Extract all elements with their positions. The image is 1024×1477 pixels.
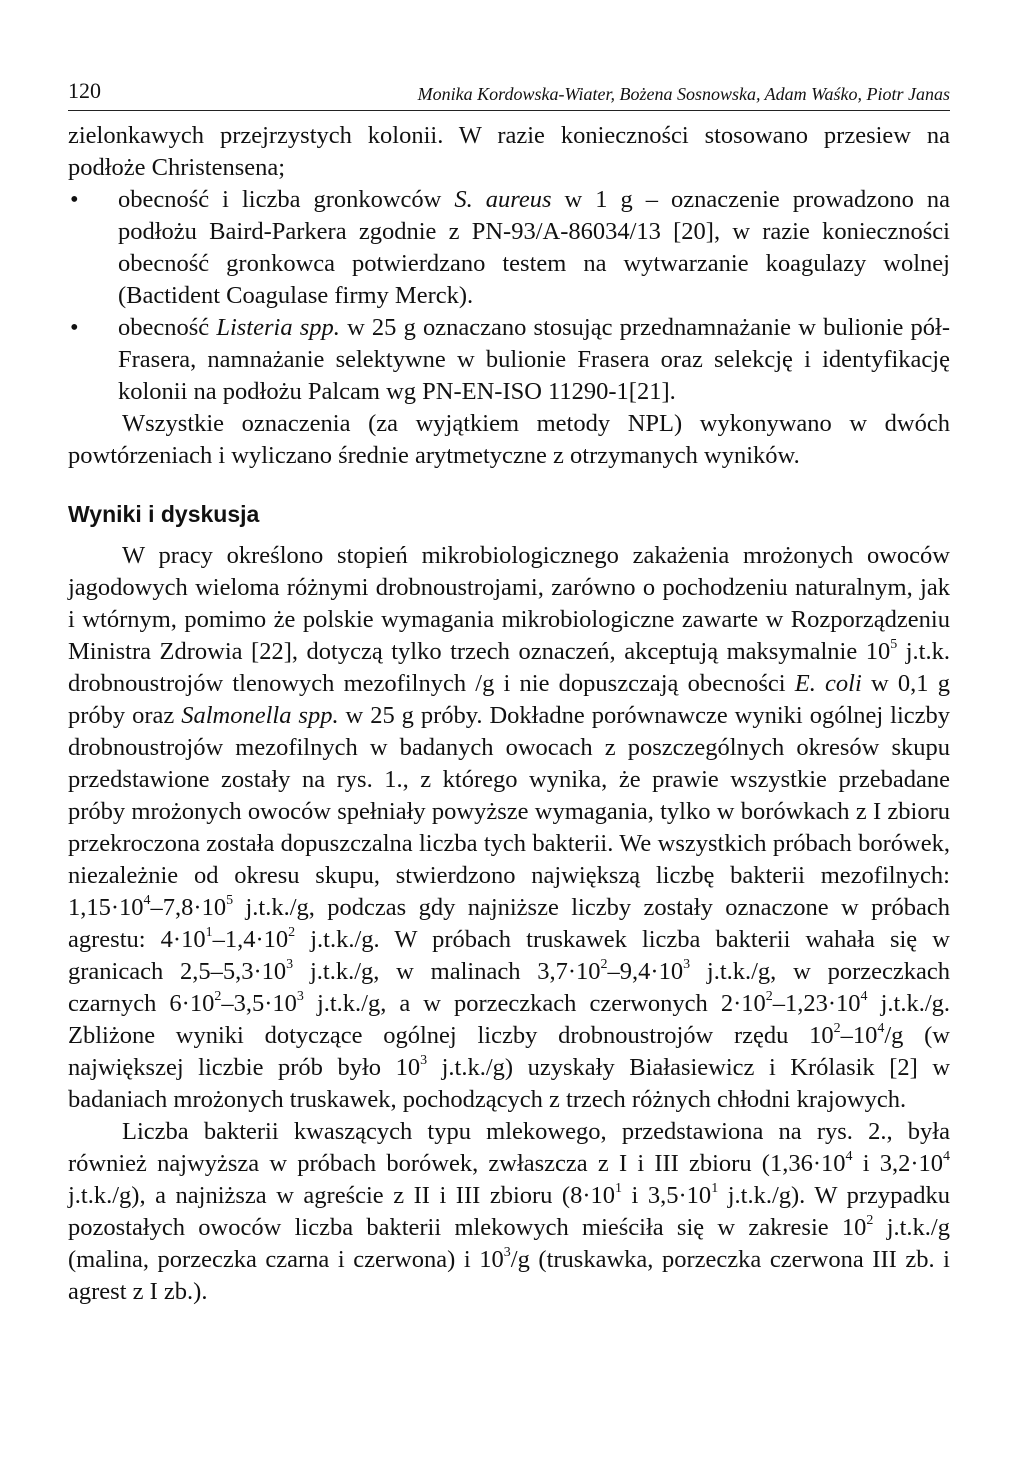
- text-run: i 3,2·10: [852, 1150, 943, 1177]
- superscript: 3: [503, 1244, 511, 1260]
- superscript: 4: [143, 892, 151, 908]
- superscript: 5: [226, 892, 234, 908]
- text-run: j.t.k./g. Zbliżone wyniki dotyczące ogólnej liczby drobnoustrojów rzędu 10: [68, 990, 950, 1049]
- superscript: 2: [833, 1020, 841, 1036]
- superscript: 5: [890, 636, 898, 652]
- bullet-text: w 1 g – oznaczenie prowadzono na podłożu Baird-Parkera zgodnie z PN-93/A-86034/13 [20], w razie konieczności obecność gronkowca potwierdzano testem na wytwarzanie koagulazy wolnej (Bactident Coagulase firmy Merck).: [118, 186, 950, 309]
- species-name: Salmonella spp.: [181, 702, 339, 729]
- superscript: 3: [296, 988, 304, 1004]
- page-number: 120: [68, 78, 101, 103]
- superscript: 4: [845, 1148, 853, 1164]
- superscript: 3: [683, 956, 691, 972]
- text-run: j.t.k./g. W próbach truskawek liczba bakterii wahała się w granicach 2,5–5,3·10: [68, 926, 950, 985]
- text-run: w 25 g próby. Dokładne porównawcze wyniki ogólnej liczby drobnoustrojów mezofilnych w badanych owocach z poszczególnych okresów skupu przedstawione zostały na rys. 1., z którego wynika, że prawie wszystkie przebadane próby mrożonych owoców spełniały powyższe wymagania, tylko w borówkach z I zbioru przekroczona została dopuszczalna liczba tych bakterii. We wszystkich próbach borówek, niezależnie od okresu skupu, stwierdzono największą liczbę bakterii mezofilnych: 1,15·10: [68, 702, 950, 921]
- methods-closing-paragraph: [68, 408, 950, 472]
- superscript: 4: [877, 1020, 885, 1036]
- text-run: –3,5·10: [221, 990, 297, 1017]
- continuation-paragraph: [68, 120, 950, 184]
- text-run: /g (truskawka, porzeczka czerwona III zb. i agrest z I zb.).: [68, 1246, 950, 1305]
- text-run: i 3,5·10: [622, 1182, 712, 1209]
- species-name: S. aureus: [454, 186, 552, 213]
- superscript: 2: [600, 956, 608, 972]
- text-run: j.t.k./g), a najniższa w agreście z II i III zbioru (8·10: [68, 1182, 616, 1209]
- text-run: j.t.k./g, podczas gdy najniższe liczby zostały oznaczone w próbach agrestu: 4·10: [68, 894, 950, 953]
- paragraph-text: Wszystkie oznaczenia (za wyjątkiem metody NPL) wykonywano w dwóch powtórzeniach i wyliczano średnie arytmetyczne z otrzymanych wyników.: [68, 410, 950, 469]
- bullet-icon: •: [70, 186, 79, 213]
- results-paragraph-2: [68, 1116, 950, 1308]
- text-run: j.t.k./g) uzyskały Białasiewicz i Królasik [2] w badaniach mrożonych truskawek, pochodzących z trzech różnych chłodni krajowych.: [68, 1054, 951, 1113]
- species-name: Listeria spp.: [216, 314, 340, 341]
- continuation-text: zielonkawych przejrzystych kolonii. W razie konieczności stosowano przesiew na podłoże Christensena;: [68, 122, 950, 181]
- superscript: 2: [214, 988, 222, 1004]
- bullet-item-staphylococcus: [68, 184, 950, 312]
- bullet-text: w 25 g oznaczano stosując przednamnażanie w bulionie pół-Frasera, namnażanie selektywne w bulionie Frasera oraz selekcję i identyfikację kolonii na podłożu Palcam wg PN-EN-ISO 11290-1[21].: [118, 314, 950, 405]
- text-run: w 0,1 g próby oraz: [68, 670, 950, 729]
- bullet-text: obecność: [118, 314, 217, 341]
- results-paragraph-1: [68, 540, 950, 1116]
- text-run: j.t.k./g (malina, porzeczka czarna i czerwona) i 10: [68, 1214, 950, 1273]
- text-run: j.t.k./g, a w porzeczkach czerwonych 2·10: [303, 990, 766, 1017]
- text-run: j.t.k. drobnoustrojów tlenowych mezofilnych /g i nie dopuszczają obecności: [68, 638, 950, 697]
- text-run: –7,8·10: [150, 894, 227, 921]
- text-run: –10: [840, 1022, 878, 1049]
- section-heading: Wyniki i dyskusja: [68, 501, 260, 527]
- superscript: 2: [288, 924, 296, 940]
- superscript: 4: [943, 1148, 950, 1164]
- superscript: 1: [205, 924, 213, 940]
- species-name: E. coli: [794, 670, 862, 697]
- superscript: 1: [615, 1180, 623, 1196]
- methods-bullet-list: [68, 184, 950, 408]
- text-run: j.t.k./g, w malinach 3,7·10: [293, 958, 601, 985]
- text-run: /g (w największej liczbie prób było 10: [68, 1022, 950, 1081]
- bullet-item-listeria: [68, 312, 950, 408]
- bullet-text: obecność i liczba gronkowców: [118, 186, 455, 213]
- running-header: [68, 76, 950, 111]
- text-run: j.t.k./g, w porzeczkach czarnych 6·10: [68, 958, 950, 1017]
- text-run: –1,23·10: [772, 990, 861, 1017]
- text-run: j.t.k./g). W przypadku pozostałych owoców liczba bakterii mlekowych mieściła się w zakresie 10: [68, 1182, 951, 1241]
- running-header-authors: Monika Kordowska-Wiater, Bożena Sosnowska, Adam Waśko, Piotr Janas: [417, 84, 950, 104]
- superscript: 3: [420, 1052, 428, 1068]
- text-run: W pracy określono stopień mikrobiologicznego zakażenia mrożonych owoców jagodowych wieloma różnymi drobnoustrojami, zarówno o pochodzeniu naturalnym, jak i wtórnym, pomimo że polskie wymagania mikrobiologiczne zawarte w Rozporządzeniu Ministra Zdrowia [22], dotyczą tylko trzech oznaczeń, akceptują maksymalnie 10: [68, 542, 950, 665]
- superscript: 4: [860, 988, 868, 1004]
- superscript: 2: [866, 1212, 874, 1228]
- text-run: –9,4·10: [607, 958, 684, 985]
- bullet-icon: •: [70, 314, 79, 341]
- body-text: [68, 120, 950, 1308]
- text-run: –1,4·10: [212, 926, 289, 953]
- superscript: 1: [711, 1180, 719, 1196]
- superscript: 2: [765, 988, 773, 1004]
- text-run: Liczba bakterii kwaszących typu mlekowego, przedstawiona na rys. 2., była również najwyższa w próbach borówek, zwłaszcza z I i III zbioru (1,36·10: [68, 1118, 950, 1177]
- superscript: 3: [286, 956, 294, 972]
